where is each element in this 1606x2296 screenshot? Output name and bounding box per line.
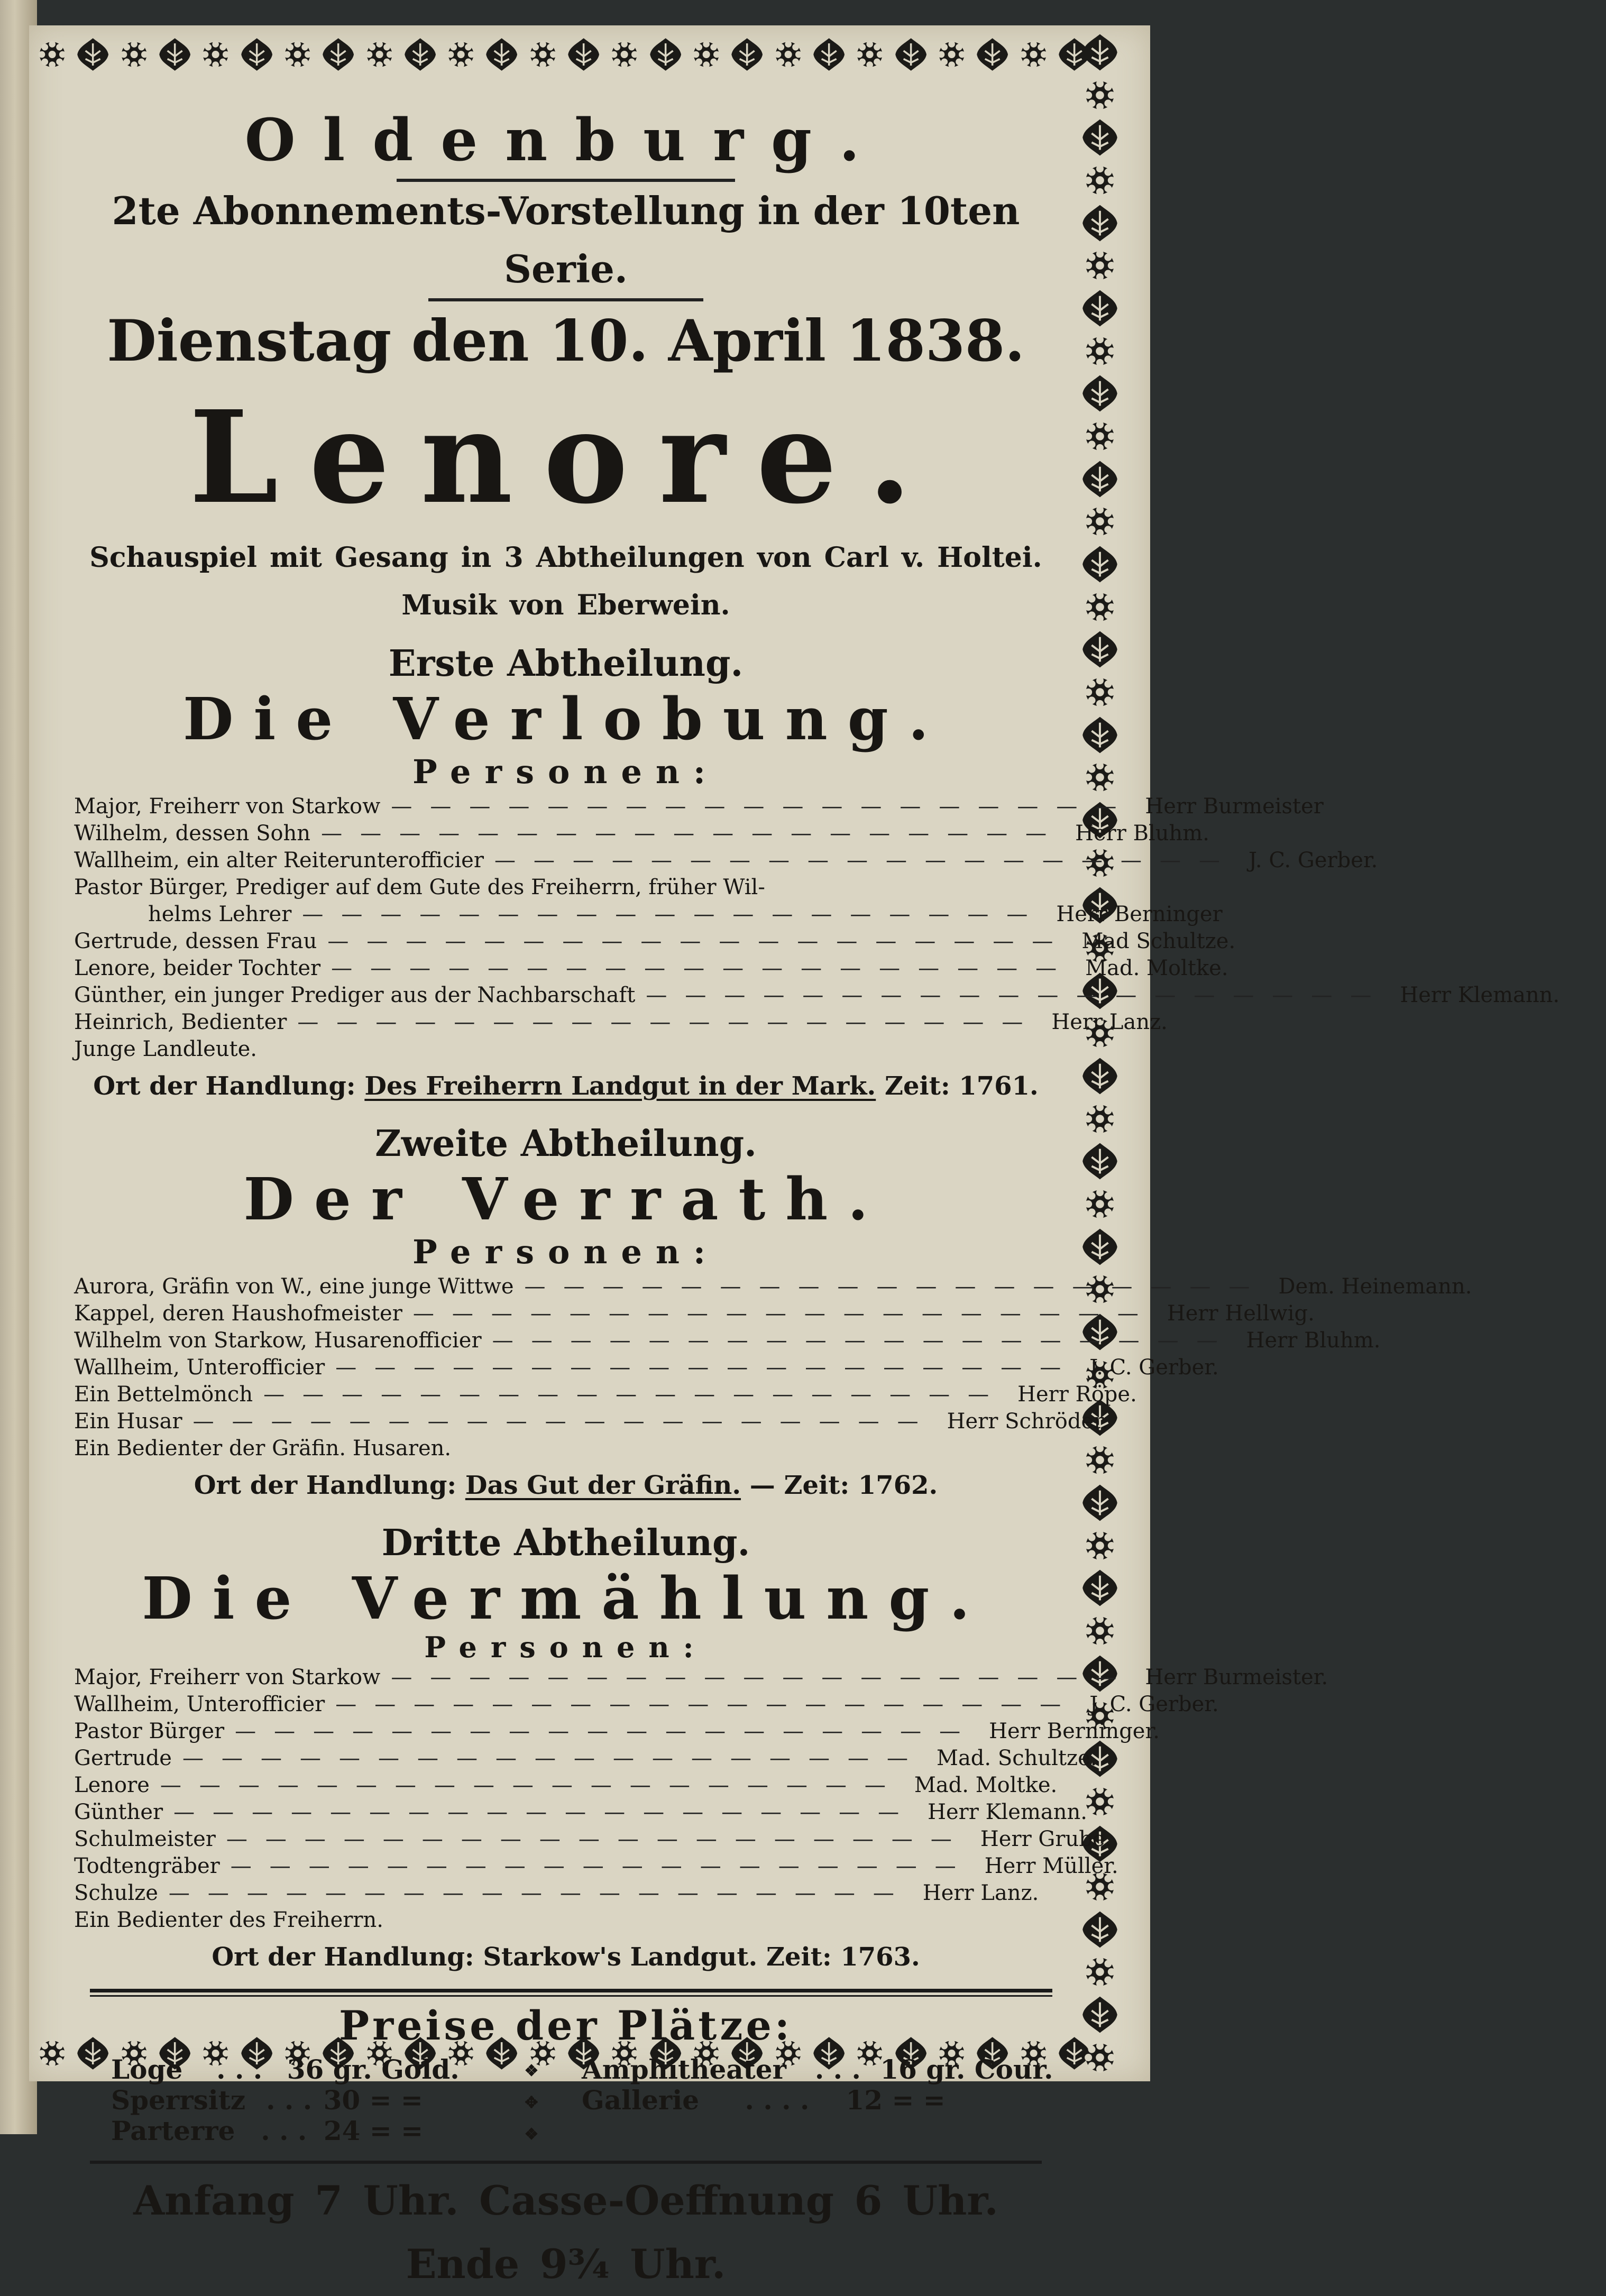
play-subtitle: Schauspiel mit Gesang in 3 Abtheilungen von Carl v. Holtei. Musik von Eberwein. <box>89 541 1042 621</box>
rosette-ornament-icon <box>1079 672 1121 713</box>
dash-leader: ——————————————————— <box>192 1409 937 1434</box>
leaf-ornament-icon <box>1079 1055 1121 1097</box>
rosette-ornament-icon <box>1079 160 1121 201</box>
dash-leader: ——————————————————— <box>327 929 1071 953</box>
series-line: 2te Abonnements-Vorstellung in der 10ten Serie. <box>112 188 1020 291</box>
cast-row <box>74 874 994 901</box>
cast-row <box>74 1009 1168 1036</box>
dash-leader: ——————————————————— <box>335 1355 1079 1380</box>
cast-actor: J. C. Gerber. <box>1089 1692 1219 1716</box>
leaf-ornament-icon <box>1079 714 1121 756</box>
cast-role: Gertrude <box>74 1746 172 1770</box>
cast-role: Ein Husar <box>74 1409 182 1434</box>
leaf-ornament-icon <box>563 36 604 73</box>
seat-name: Parterre <box>111 2115 235 2146</box>
act-label: Zweite Abtheilung. <box>375 1123 757 1165</box>
leaf-ornament-icon <box>727 36 767 73</box>
rosette-ornament-icon <box>931 36 972 73</box>
rosette-ornament-icon <box>1079 1610 1121 1651</box>
rosette-ornament-icon <box>1079 330 1121 372</box>
leaf-ornament-icon <box>1079 373 1121 414</box>
cast-row <box>74 1853 1118 1880</box>
performance-date: Dienstag den 10. April 1838. <box>107 308 1025 374</box>
cast-row <box>74 901 1223 928</box>
cast-actor: Mad. Moltke. <box>914 1773 1058 1797</box>
cast-row <box>74 928 1236 955</box>
leaf-ornament-icon <box>1079 1141 1121 1182</box>
act-2 <box>69 1120 1472 1505</box>
place-and-time <box>69 1465 1063 1505</box>
cast-row <box>74 1381 1137 1408</box>
cast-row <box>74 955 1228 982</box>
cast-actor: Dem. Heinemann. <box>1278 1274 1472 1299</box>
seat-price: 30 = = <box>323 2084 423 2116</box>
dash-leader: ——————————————————— <box>391 1665 1135 1689</box>
cast-actor: Herr Bluhm. <box>1246 1328 1381 1353</box>
cast-role: Wilhelm, dessen Sohn <box>74 821 311 846</box>
dash-leader: ——————————————————— <box>182 1746 926 1770</box>
seat-price: 24 = = <box>323 2115 424 2146</box>
cast-row <box>74 1826 1112 1853</box>
cast-role: Günther, ein junger Prediger aus der Nachbarschaft <box>74 983 636 1007</box>
act-title: Der Verrath. <box>243 1165 888 1233</box>
seat-name: Amphitheater <box>582 2054 786 2085</box>
cast-actor: Herr Klemann. <box>1400 983 1560 1007</box>
price-row <box>582 2055 1053 2084</box>
place-label: Ort der Handlung: <box>194 1471 457 1500</box>
rosette-ornament-icon <box>1079 586 1121 628</box>
leaf-ornament-icon <box>318 36 359 73</box>
cast-actor: Herr Berninger <box>1056 902 1223 926</box>
leaf-ornament-icon <box>154 36 195 73</box>
dot-leader: . . . <box>261 2115 307 2146</box>
seat-name: Gallerie <box>582 2084 700 2116</box>
cast-actor: Herr Röpe. <box>1017 1382 1137 1407</box>
leaf-ornament-icon <box>645 36 686 73</box>
seat-price: 36 gr. Gold. <box>287 2054 460 2085</box>
rosette-ornament-icon <box>1079 1183 1121 1225</box>
cast-note: Ein Bedienter des Freiherrn. <box>74 1908 383 1932</box>
cast-actor: Herr Burmeister <box>1145 794 1324 819</box>
cast-role: Major, Freiherr von Starkow <box>74 1665 381 1689</box>
divider <box>90 2161 1042 2164</box>
cast-role: Wilhelm von Starkow, Husarenofficier <box>74 1328 482 1353</box>
dash-leader: ——————————————————— <box>230 1854 974 1878</box>
cast-role: Major, Freiherr von Starkow <box>74 794 381 819</box>
rosette-ornament-icon <box>1079 416 1121 457</box>
cast-row <box>74 793 1324 820</box>
cast-row <box>74 1718 1160 1745</box>
dash-leader: ——————————————————— <box>492 1328 1236 1353</box>
dash-leader: ——————————————————— <box>646 983 1390 1007</box>
dot-leader: . . . <box>216 2054 263 2085</box>
rosette-ornament-icon <box>686 36 727 73</box>
place-and-time <box>69 1937 1063 1977</box>
rosette-ornament-icon <box>440 36 481 73</box>
act-label: Erste Abtheilung. <box>388 642 744 685</box>
leaf-ornament-icon <box>1079 458 1121 500</box>
cast-row <box>74 1880 1039 1907</box>
rosette-ornament-icon <box>1013 36 1054 73</box>
cast-actor: Mad. Moltke. <box>1085 956 1228 980</box>
rosette-ornament-icon <box>604 36 645 73</box>
cast-role: Pastor Bürger <box>74 1719 225 1743</box>
dash-leader: ——————————————————— <box>226 1827 970 1851</box>
seat-name: Loge <box>111 2054 183 2085</box>
price-row <box>582 2086 946 2115</box>
seat-name: Sperrsitz <box>111 2084 246 2116</box>
leaf-ornament-icon <box>1079 1226 1121 1268</box>
price-table <box>69 2055 1063 2161</box>
prices-heading: Preise der Plätze: <box>339 2002 793 2049</box>
rosette-ornament-icon <box>1079 2037 1121 2078</box>
place-value: Das Gut der Gräfin. <box>465 1471 741 1500</box>
cast-role: Todtengräber <box>74 1854 220 1878</box>
cast-role: helms Lehrer <box>148 902 292 926</box>
cast-actor: Herr Berninger. <box>989 1719 1160 1743</box>
act-label: Dritte Abtheilung. <box>381 1522 750 1564</box>
rosette-ornament-icon <box>1079 1951 1121 1992</box>
rosette-ornament-icon <box>522 36 563 73</box>
personen-heading: Personen: <box>412 752 719 791</box>
rosette-ornament-icon <box>1079 245 1121 286</box>
dash-leader: ——————————————————— <box>331 956 1075 980</box>
act-title: Die Verlobung. <box>183 685 949 753</box>
place-value: Des Freiherrn Landgut in der Mark. <box>364 1071 876 1101</box>
cast-role: Schulmeister <box>74 1827 216 1851</box>
dash-leader: ——————————————————— <box>302 902 1046 926</box>
cast-row <box>74 982 1560 1009</box>
cast-actor: J. C. Gerber. <box>1089 1355 1219 1380</box>
rosette-ornament-icon <box>277 36 318 73</box>
leaf-ornament-icon <box>1079 1994 1121 2035</box>
cast-actor: Herr Burmeister. <box>1145 1665 1328 1689</box>
cast-role: Lenore <box>74 1773 150 1797</box>
dash-leader: ——————————————————— <box>263 1382 1007 1407</box>
city-heading: Oldenburg. <box>244 106 887 174</box>
ornament-border-top <box>32 31 1095 78</box>
cast-role: Gertrude, dessen Frau <box>74 929 317 953</box>
price-row <box>111 2116 423 2146</box>
leaf-ornament-icon <box>1079 32 1121 73</box>
dot-leader: . . . <box>266 2084 313 2116</box>
place-label: Ort der Handlung: <box>93 1071 356 1101</box>
seat-price: 12 = = <box>846 2084 946 2116</box>
rosette-ornament-icon <box>768 36 809 73</box>
place-label: Ort der Handlung: <box>212 1942 474 1972</box>
dash-leader: ——————————————————— <box>391 794 1135 819</box>
dot-leader: . . . <box>814 2054 861 2085</box>
play-title: Lenore. <box>189 383 943 532</box>
rosette-ornament-icon <box>1079 501 1121 542</box>
leaf-ornament-icon <box>72 36 113 73</box>
cast-list <box>74 1273 1472 1462</box>
cast-role: Kappel, deren Haushofmeister <box>74 1301 402 1326</box>
rosette-ornament-icon <box>1079 757 1121 798</box>
dash-leader: ——————————————————— <box>494 848 1238 873</box>
cast-row <box>74 1691 1219 1718</box>
rosette-ornament-icon <box>114 36 154 73</box>
cast-role: Schulze <box>74 1881 158 1905</box>
cast-actor: Herr Lanz. <box>1051 1010 1168 1034</box>
leaf-ornament-icon <box>891 36 931 73</box>
cast-note: Junge Landleute. <box>74 1037 258 1061</box>
playbill-content <box>69 90 1560 2288</box>
cast-row <box>74 1327 1381 1354</box>
rosette-ornament-icon <box>1079 1525 1121 1566</box>
cast-role: Wallheim, ein alter Reiterunterofficier <box>74 848 484 873</box>
leaf-ornament-icon <box>1079 629 1121 670</box>
cast-actor: Herr Müller. <box>984 1854 1118 1878</box>
cast-note: Ein Bedienter der Gräfin. Husaren. <box>74 1436 452 1461</box>
cast-role: Wallheim, Unterofficier <box>74 1692 325 1716</box>
leaf-ornament-icon <box>1079 1567 1121 1609</box>
cast-role: Ein Bettelmönch <box>74 1382 253 1407</box>
cast-row <box>74 1354 1219 1381</box>
personen-heading: Personen: <box>424 1630 708 1664</box>
leaf-ornament-icon <box>1079 1482 1121 1523</box>
cast-row <box>74 820 1209 847</box>
leaf-ornament-icon <box>1079 288 1121 329</box>
dash-leader: ——————————————————— <box>160 1773 904 1797</box>
place-value: Starkow's Landgut. <box>483 1942 758 1972</box>
dash-leader: ——————————————————— <box>235 1719 979 1743</box>
rosette-ornament-icon <box>1079 75 1121 116</box>
cast-role: Aurora, Gräfin von W., eine junge Wittwe <box>74 1274 514 1299</box>
rosette-ornament-icon <box>32 36 72 73</box>
rosette-ornament-icon <box>1079 1439 1121 1481</box>
cast-list <box>74 793 1560 1063</box>
leaf-ornament-icon <box>809 36 849 73</box>
place-and-time <box>69 1066 1063 1106</box>
ornament-divider: ❖ ✥ ❖ <box>524 2061 539 2144</box>
cast-actor: Herr Hellwig. <box>1167 1301 1315 1326</box>
seat-price: 16 gr. Cour. <box>880 2054 1053 2085</box>
schedule-footer: Anfang 7 Uhr. Casse-Oeffnung 6 Uhr. Ende 9¾ Uhr. <box>133 2177 998 2288</box>
cast-actor: J. C. Gerber. <box>1248 848 1378 873</box>
cast-actor: Herr Lanz. <box>922 1881 1039 1905</box>
dash-leader: ——————————————————— <box>168 1881 912 1905</box>
cast-row <box>74 1745 1097 1772</box>
cast-role: Günther <box>74 1800 163 1824</box>
rosette-ornament-icon <box>32 2035 72 2072</box>
leaf-ornament-icon <box>1079 544 1121 585</box>
cast-role: Pastor Bürger, Prediger auf dem Gute des Freiherrn, früher Wil- <box>74 875 765 899</box>
price-row <box>111 2086 423 2115</box>
leaf-ornament-icon <box>972 36 1013 73</box>
dash-leader: ——————————————————— <box>524 1274 1268 1299</box>
time-value: Zeit: 1763. <box>766 1942 920 1972</box>
cast-actor: Herr Grube. <box>980 1827 1112 1851</box>
cast-actor: Mad Schultze. <box>1081 929 1236 953</box>
cast-list <box>74 1664 1328 1934</box>
cast-role: Heinrich, Bedienter <box>74 1010 287 1034</box>
dash-leader: ——————————————————— <box>297 1010 1041 1034</box>
cast-row <box>74 1300 1315 1327</box>
leaf-ornament-icon <box>236 36 277 73</box>
rosette-ornament-icon <box>849 36 890 73</box>
leaf-ornament-icon <box>400 36 440 73</box>
time-value: Zeit: 1761. <box>884 1071 1039 1101</box>
cast-row <box>74 1772 1058 1799</box>
leaf-ornament-icon <box>481 36 522 73</box>
dash-leader: ——————————————————— <box>173 1800 917 1824</box>
cast-row <box>74 847 1378 874</box>
leaf-ornament-icon <box>1079 203 1121 244</box>
rosette-ornament-icon <box>195 36 236 73</box>
dot-leader: . . . . <box>745 2084 810 2116</box>
time-value: — Zeit: 1762. <box>749 1471 938 1500</box>
rosette-ornament-icon <box>1079 1098 1121 1140</box>
dash-leader: ——————————————————— <box>412 1301 1157 1326</box>
double-divider <box>69 1989 1063 1997</box>
cast-row <box>74 1799 1087 1826</box>
rosette-ornament-icon <box>359 36 400 73</box>
cast-actor: Herr Schröder. <box>947 1409 1108 1434</box>
cast-role: Wallheim, Unterofficier <box>74 1355 325 1380</box>
cast-row <box>74 1273 1472 1300</box>
act-title: Die Vermählung. <box>142 1564 990 1632</box>
cast-actor: Herr Bluhm. <box>1075 821 1209 846</box>
cast-role: Lenore, beider Tochter <box>74 956 321 980</box>
cast-row <box>74 1664 1328 1691</box>
cast-actor: Herr Klemann. <box>928 1800 1087 1824</box>
leaf-ornament-icon <box>1079 1909 1121 1950</box>
leaf-ornament-icon <box>1079 117 1121 158</box>
cast-row <box>74 1408 1108 1435</box>
act-3 <box>69 1519 1328 1977</box>
dash-leader: ——————————————————— <box>321 821 1065 846</box>
dash-leader: ——————————————————— <box>335 1692 1079 1716</box>
personen-heading: Personen: <box>412 1233 719 1271</box>
cast-actor: Mad. Schultze. <box>936 1746 1097 1770</box>
price-row <box>111 2055 460 2084</box>
act-1 <box>69 640 1560 1106</box>
